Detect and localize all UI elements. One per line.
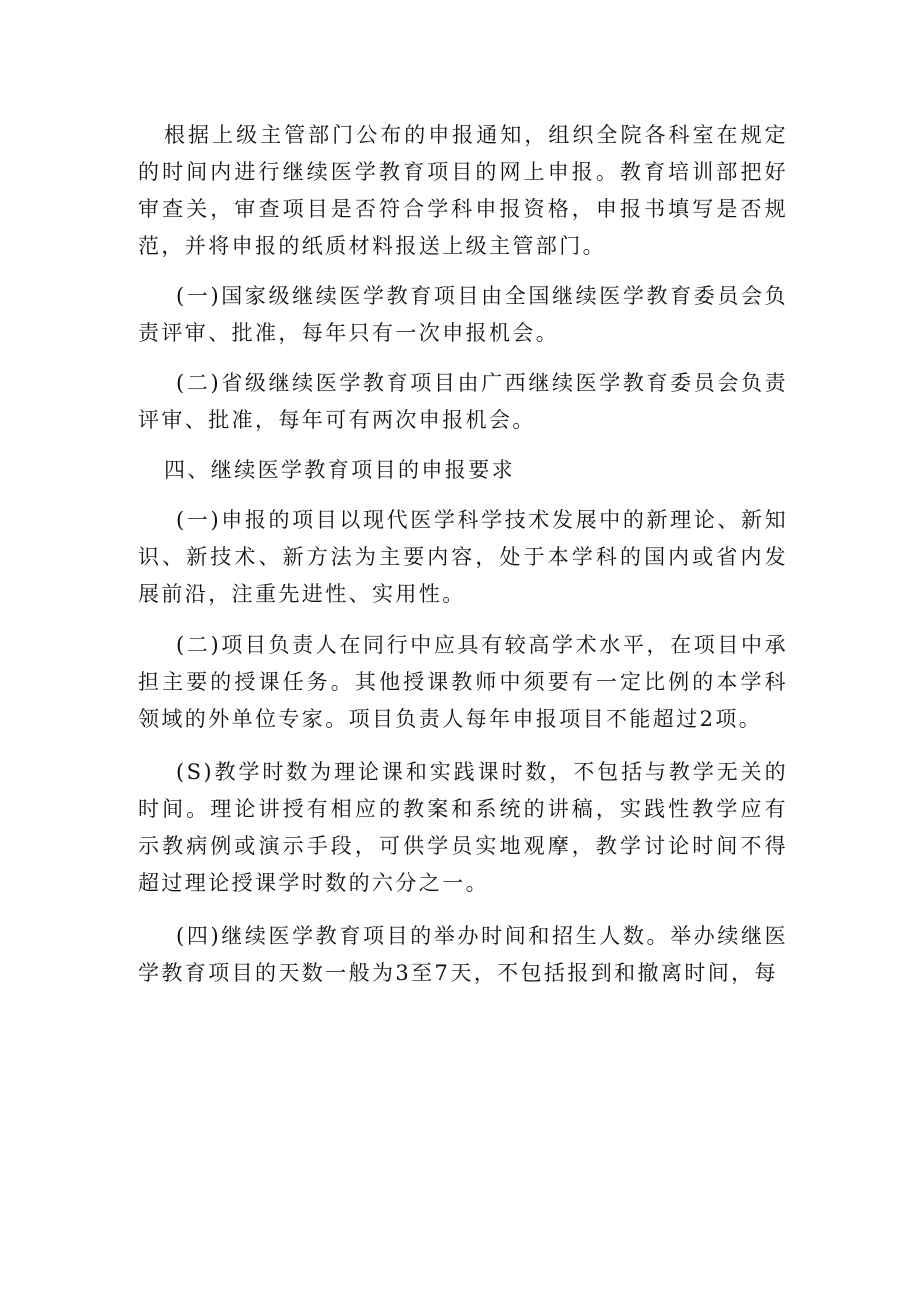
paragraph-requirement-schedule: (四)继续医学教育项目的举办时间和招生人数。举办续继医学教育项目的天数一般为3至7天，不包括报到和撤离时间，每 [138,924,788,985]
document-body [138,117,788,992]
paragraph-application-process: 根据上级主管部门公布的申报通知，组织全院各科室在规定的时间内进行继续医学教育项目的网上申报。教育培训部把好审查关，审查项目是否符合学科申报资格，申报书填写是否规范，并将申报的纸质材料报送上级主管部门。 [138,123,788,258]
paragraph-requirement-leader: (二)项目负责人在同行中应具有较高学术水平，在项目中承担主要的授课任务。其他授课教师中须要有一定比例的本学科领域的外单位专家。项目负责人每年申报项目不能超过2项。 [138,633,788,731]
paragraph-provincial-level: (二)省级继续医学教育项目由广西继续医学教育委员会负责评审、批准，每年可有两次申报机会。 [138,371,788,432]
paragraph-requirement-hours: (S)教学时数为理论课和实践课时数，不包括与教学无关的时间。理论讲授有相应的教案和系统的讲稿，实践性教学应有示教病例或演示手段，可供学员实地观摩，教学讨论时间不得超过理论授课学时数的六分之一。 [138,760,788,895]
section-heading-requirements: 四、继续医学教育项目的申报要求 [164,458,515,482]
paragraph-requirement-content: (一)申报的项目以现代医学科学技术发展中的新理论、新知识、新技术、新方法为主要内容，处于本学科的国内或省内发展前沿，注重先进性、实用性。 [138,508,788,606]
paragraph-national-level: (一)国家级继续医学教育项目由全国继续医学教育委员会负责评审、批准，每年只有一次申报机会。 [138,284,788,345]
